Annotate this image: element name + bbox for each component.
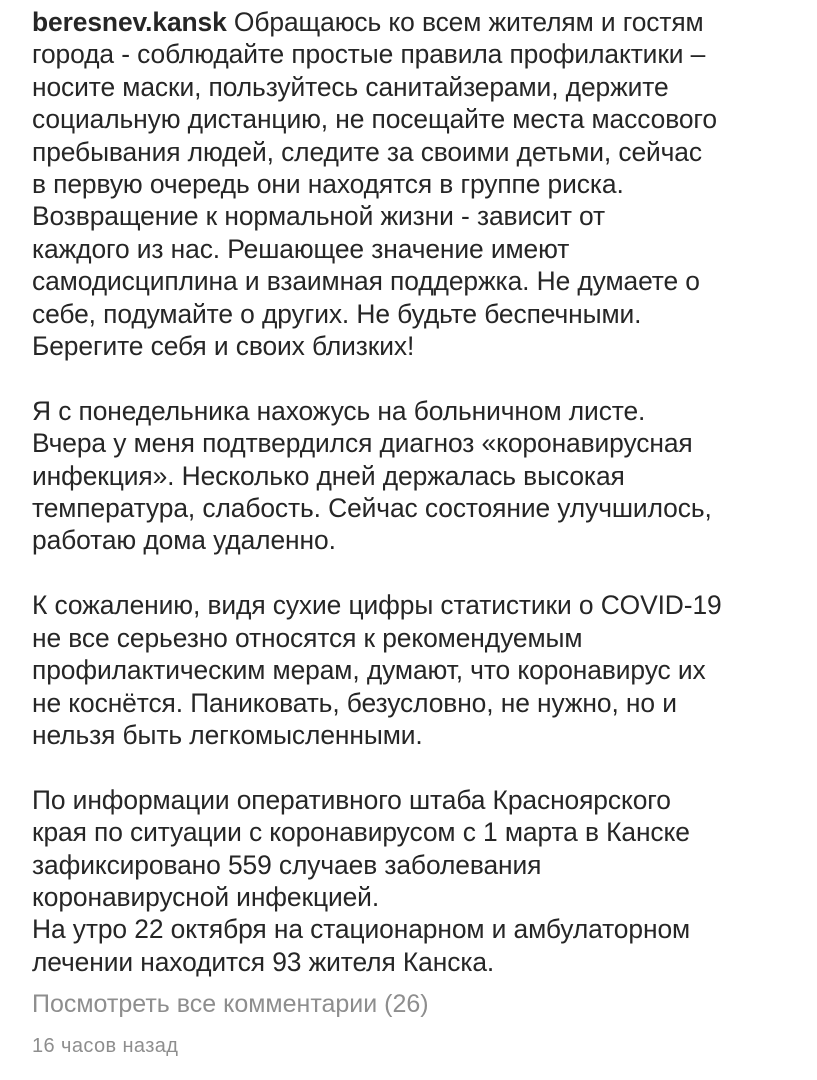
caption-line: По информации оперативного штаба Красноярского (32, 784, 671, 815)
caption-text: Обращаюсь ко всем жителям и гостям (226, 7, 704, 37)
caption-line: самодисциплина и взаимная поддержка. Не думаете о (32, 266, 700, 297)
caption-line: Я с понедельника нахожусь на больничном листе. (32, 395, 646, 426)
caption-line: работаю дома удаленно. (32, 525, 336, 556)
caption-line: лечении находится 93 жителя Канска. (32, 946, 495, 977)
caption-paragraph (32, 6, 802, 362)
caption-line: профилактическим мерам, думают, что коронавирус их (32, 655, 706, 686)
view-all-comments-link[interactable]: Посмотреть все комментарии (26) (32, 990, 429, 1019)
caption-line: Берегите себя и своих близких! (32, 331, 415, 362)
caption-line: инфекция». Несколько дней держалась высокая (32, 460, 625, 491)
caption-line: края по ситуации с коронавирусом с 1 марта в Канске (32, 817, 690, 848)
caption-paragraph (32, 784, 802, 978)
caption-line: не все серьезно относятся к рекомендуемым (32, 622, 583, 653)
caption-line: Вчера у меня подтвердился диагноз «коронавирусная (32, 428, 693, 459)
caption-line: города - соблюдайте простые правила профилактики – (32, 39, 706, 70)
post-caption (32, 6, 802, 978)
caption-line: нельзя быть легкомысленными. (32, 719, 423, 750)
caption-line: температура, слабость. Сейчас состояние улучшилось, (32, 493, 712, 524)
caption-line: себе, подумайте о других. Не будьте беспечными. (32, 298, 642, 329)
caption-line: Возвращение к нормальной жизни - зависит от (32, 201, 606, 232)
caption-line: каждого из нас. Решающее значение имеют (32, 233, 570, 264)
caption-line: На утро 22 октября на стационарном и амбулаторном (32, 914, 691, 945)
caption-line: носите маски, пользуйтесь санитайзерами, держите (32, 71, 669, 102)
caption-paragraph (32, 395, 802, 557)
caption-line: зафиксировано 559 случаев заболевания (32, 849, 542, 880)
caption-line: в первую очередь они находятся в группе риска. (32, 169, 624, 200)
post-caption-container (32, 6, 802, 1058)
caption-line: коронавирусной инфекцией. (32, 881, 380, 912)
caption-line: пребывания людей, следите за своими детьми, сейчас (32, 136, 702, 167)
caption-line (32, 6, 802, 38)
post-timestamp: 16 часов назад (32, 1035, 179, 1058)
caption-line: К сожалению, видя сухие цифры статистики о COVID-19 (32, 590, 722, 621)
caption-paragraph (32, 589, 802, 751)
username-link[interactable]: beresnev.kansk (32, 7, 227, 37)
caption-line: социальную дистанцию, не посещайте места массового (32, 104, 717, 135)
caption-line: не коснётся. Паниковать, безусловно, не нужно, но и (32, 687, 677, 718)
